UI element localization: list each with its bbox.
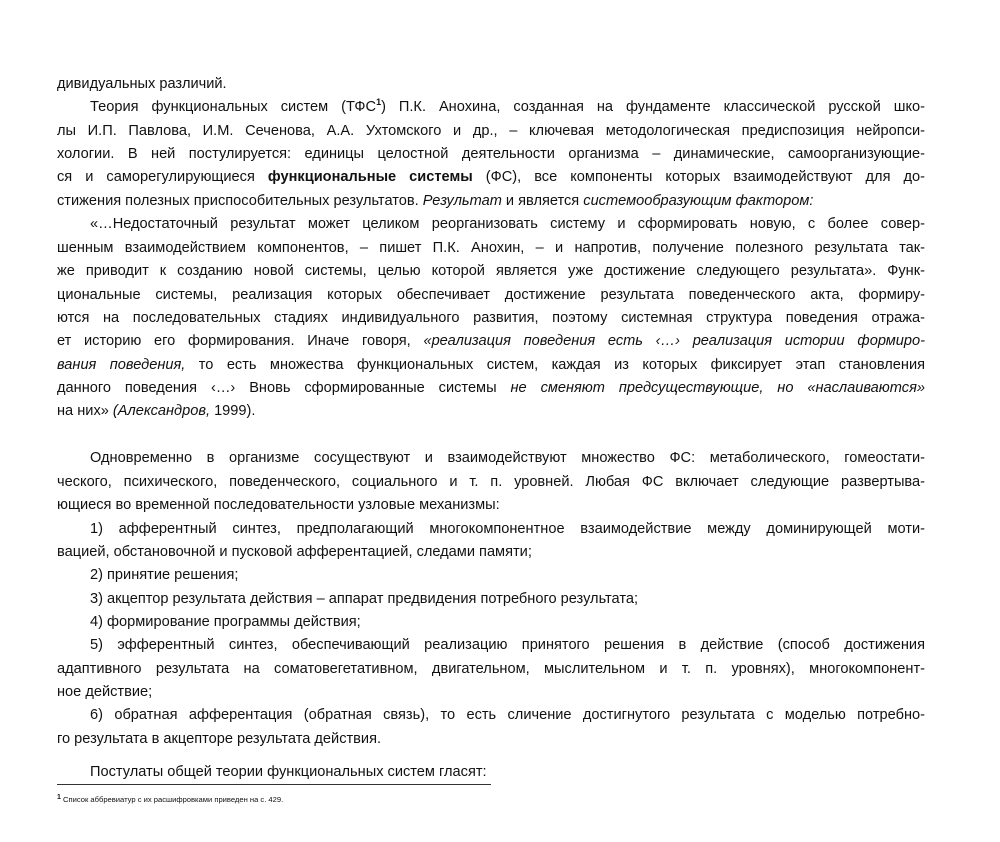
italic-quote: не сменяют предсуществующие, но «наслаиваются» xyxy=(510,380,925,396)
list-item: 2) принятие решения; xyxy=(90,567,239,583)
bold-term: функциональные системы xyxy=(267,169,473,185)
text-line: лы И.П. Павлова, И.М. Сеченова, А.А. Ухтомского и др., – ключевая методологическая предиспозиция нейропси- xyxy=(57,123,925,139)
text-line: циональные системы, реализация которых обеспечивает достижение результата поведенческого акта, формиру- xyxy=(57,287,925,303)
text-line: шенным взаимодействием компонентов, – пишет П.К. Анохин, – и напротив, получение полезного результата так- xyxy=(57,240,925,256)
text-line: «…Недостаточный результат может целиком реорганизовать систему и сформировать новую, с более совер- xyxy=(90,216,925,232)
list-item: 6) обратная афферентация (обратная связь), то есть сличение достигнутого результата с моделью потребно- xyxy=(90,707,925,723)
italic-quote: «реализация поведения есть ‹…› реализация истории формиро- xyxy=(423,333,925,349)
italic-quote: вания поведения, xyxy=(57,357,186,373)
text-line: дивидуальных различий. xyxy=(57,76,227,92)
footnote xyxy=(57,795,283,805)
text-line: же приводит к созданию новой системы, целью которой является уже достижение следующего результата». Функ- xyxy=(57,263,925,279)
text-line: на них» (Александров, 1999). xyxy=(57,403,256,419)
text-line: ются на последовательных стадиях индивидуального развития, поэтому системная структура поведения отража- xyxy=(57,310,925,326)
text-line: Одновременно в организме сосуществуют и взаимодействуют множество ФС: метаболического, гомеостати- xyxy=(90,450,925,466)
footnote-mark: 1 xyxy=(57,794,61,801)
list-item: 4) формирование программы действия; xyxy=(90,614,361,630)
text-line: го результата в акцепторе результата действия. xyxy=(57,731,382,747)
text-line: Постулаты общей теории функциональных систем гласят: xyxy=(90,764,487,780)
list-item: 3) акцептор результата действия – аппарат предвидения потребного результата; xyxy=(90,591,639,607)
footnote-reference[interactable]: 1 xyxy=(376,97,382,107)
citation-author: (Александров, xyxy=(112,403,211,419)
text-line: ное действие; xyxy=(57,684,153,700)
text-line: вания поведения, то есть множества функциональных систем, каждая из которых фиксирует этап становления xyxy=(57,357,925,373)
footnote-text: Список аббревиатур с их расшифровками приведен на с. 429. xyxy=(60,795,284,804)
text-line: ет историю его формирования. Иначе говоря, «реализация поведения есть ‹…› реализация истории формиро- xyxy=(57,333,925,349)
italic-term: Результат xyxy=(422,193,502,209)
text-line: ся и саморегулирующиеся функциональные системы (ФС), все компоненты которых взаимодействуют для до- xyxy=(57,169,926,185)
text-line: стижения полезных приспособительных результатов. Результат и является системообразующим фактором: xyxy=(57,193,814,209)
text-line: адаптивного результата на соматовегетативном, двигательном, мыслительном и т. п. уровнях), многокомпонент- xyxy=(57,661,925,677)
text-line: Теория функциональных систем (ТФС$^1$) П.К. Анохина, созданная на фундаменте классической русской шко- xyxy=(90,97,925,115)
text-line: вацией, обстановочной и пусковой афферентацией, следами памяти; xyxy=(57,544,532,560)
italic-term: системообразующим фактором: xyxy=(583,193,814,209)
text-line: данного поведения ‹…› Вновь сформированные системы не сменяют предсуществующие, но «наслаиваются» xyxy=(57,380,925,396)
text-line: ющиеся во временной последовательности узловые механизмы: xyxy=(57,497,500,513)
list-item: 5) эфферентный синтез, обеспечивающий реализацию принятого решения в действие (способ достижения xyxy=(90,637,925,653)
text-line: хологии. В ней постулируется: единицы целостной деятельности организма – динамические, самоорганизующие- xyxy=(57,146,925,162)
text-line: ческого, психического, поведенческого, социального и т. п. уровней. Любая ФС включает следующие развертыва- xyxy=(57,474,925,490)
list-item: 1) афферентный синтез, предполагающий многокомпонентное взаимодействие между доминирующей моти- xyxy=(90,521,925,537)
footnote-divider xyxy=(57,784,491,785)
